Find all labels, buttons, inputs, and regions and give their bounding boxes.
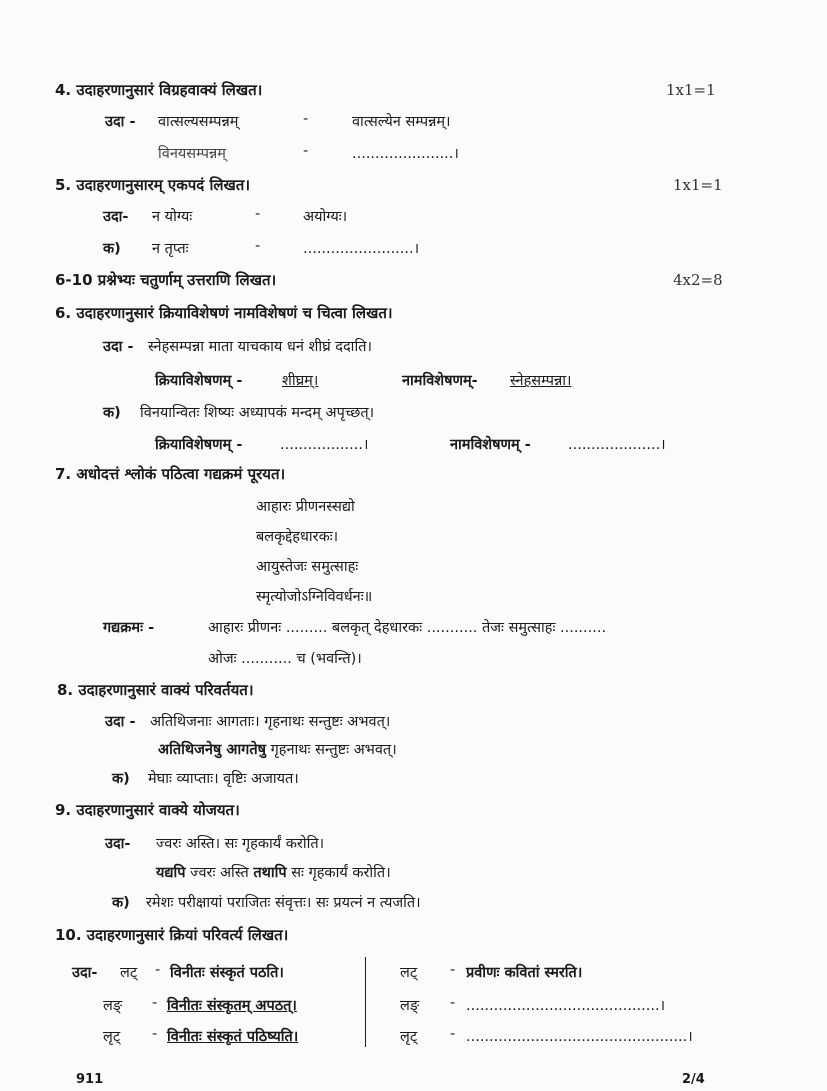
q4-example-label: उदा - [105, 114, 136, 130]
q8-example-sentence: अतिथिजनाः आगताः। गृहनाथः सन्तुष्टः अभवत्। [150, 714, 391, 730]
q9-title: 9. उदाहरणानुसारं वाक्ये योजयत। [55, 801, 240, 819]
q9-question-label: क) [112, 895, 130, 911]
q8-example-answer-rest: गृहनाथः सन्तुष्टः अभवत्। [270, 742, 397, 758]
q9-example-part-2: सः गृहकार्यं करोति। [291, 865, 391, 881]
q4-example-word: वात्सल्यसम्पन्नम् [158, 114, 239, 130]
q7-prose-label: गद्यक्रमः - [103, 620, 155, 636]
q10-title: 10. उदाहरणानुसारं क्रियां परिवर्त्य लिखत। [55, 926, 289, 944]
q7-verse-line-3: आयुस्तेजः समुत्साहः [256, 559, 359, 575]
q5-example-answer: अयोग्यः। [303, 209, 348, 225]
q6-title: 6. उदाहरणानुसारं क्रियाविशेषणं नामविशेषणं च चित्वा लिखत। [55, 304, 393, 322]
q4-marks: 1x1=1 [666, 81, 716, 99]
q7-verse-line-1: आहारः प्रीणनस्सद्यो [256, 499, 355, 515]
q6-kv-label: क्रियाविशेषणम् - [155, 373, 243, 389]
q5-dash-2: - [255, 238, 261, 254]
q7-prose-line-2: ओजः ........... च (भवन्ति)। [208, 651, 362, 667]
section-marks: 4x2=8 [673, 271, 723, 289]
q9-example-answer [156, 862, 391, 882]
q5-example-word: न योग्यः [152, 209, 193, 225]
q5-blank: ........................। [303, 241, 420, 257]
q6-question-label: क) [103, 405, 121, 421]
q6-kv-label-2: क्रियाविशेषणम् - [155, 437, 243, 453]
q10-row-2-right-lakara: लङ् [400, 998, 420, 1014]
q9-example-part-1: ज्वरः अस्ति [190, 865, 249, 881]
q8-example-answer [158, 739, 397, 759]
q6-kv-blank: ..................। [280, 437, 369, 453]
q10-row-1-lakara: लट् [120, 965, 138, 981]
q9-yadyapi: यद्यपि [156, 865, 186, 881]
q10-row-3-dash: - [152, 1026, 158, 1042]
q4-question-word: विनयसम्पन्नम् [158, 146, 226, 162]
section-title: 6-10 प्रश्नेभ्यः चतुर्णाम् उत्तराणि लिखत। [55, 271, 277, 289]
q6-example-sentence: स्नेहसम्पन्ना माता याचकाय धनं शीघ्रं ददाति। [148, 339, 372, 355]
q5-example-label: उदा- [103, 209, 129, 225]
q5-title: 5. उदाहरणानुसारम् एकपदं लिखत। [55, 176, 251, 194]
q7-verse-line-2: बलकृद्देहधारकः। [256, 529, 339, 545]
q9-question-sentence: रमेशः परीक्षायां पराजितः संवृत्तः। सः प्रयत्नं न त्यजति। [146, 895, 421, 911]
q5-dash: - [255, 206, 261, 222]
q8-example-answer-bold: अतिथिजनेषु आगतेषु [158, 742, 266, 758]
q9-example-label: उदा- [105, 836, 131, 852]
q4-dash: - [303, 111, 309, 127]
q10-row-1-right-lakara: लट् [400, 965, 418, 981]
q10-row-2-left: विनीतः संस्कृतम् अपठत्। [167, 998, 297, 1014]
q10-example-label: उदा- [72, 965, 98, 981]
q9-tathapi: तथापि [253, 865, 287, 881]
q8-example-label: उदा - [105, 714, 136, 730]
q10-row-3-right-lakara: लृट् [400, 1029, 418, 1045]
q10-row-1-left: विनीतः संस्कृतं पठति। [170, 965, 284, 981]
q6-nv-blank: ....................। [568, 437, 666, 453]
q10-row-3-lakara: लृट् [103, 1029, 121, 1045]
footer-page-number: 2/4 [682, 1072, 705, 1087]
q10-row-1-right: प्रवीणः कवितां स्मरति। [466, 965, 583, 981]
q8-question-label: क) [112, 771, 130, 787]
q4-example-answer: वात्सल्येन सम्पन्नम्। [352, 114, 451, 130]
q10-row-3-right-dash: - [450, 1026, 456, 1042]
q6-example-label: उदा - [103, 339, 134, 355]
footer-code: 911 [76, 1072, 104, 1087]
q6-nv-label: नामविशेषणम्- [402, 373, 478, 389]
q7-prose-line-1: आहारः प्रीणनः ......... बलकृत् देहधारकः ........... तेजः समुत्साहः .......... [208, 620, 607, 636]
q6-nv-answer: स्नेहसम्पन्ना। [510, 373, 572, 389]
q10-row-1-right-dash: - [450, 962, 456, 978]
q4-dash-2: - [303, 143, 309, 159]
q4-title: 4. उदाहरणानुसारं विग्रहवाक्यं लिखत। [55, 81, 263, 99]
q10-row-3-right: ................................................। [466, 1029, 693, 1045]
q10-row-3-left: विनीतः संस्कृतं पठिष्यति। [167, 1029, 299, 1045]
q5-question-label: क) [103, 241, 121, 257]
q6-question-sentence: विनयान्वितः शिष्यः अध्यापकं मन्दम् अपृच्छत्। [140, 405, 375, 421]
q8-title: 8. उदाहरणानुसारं वाक्यं परिवर्तयत। [57, 681, 254, 699]
q6-nv-label-2: नामविशेषणम् - [450, 437, 531, 453]
q4-blank: ......................। [352, 146, 459, 162]
q10-divider [365, 957, 366, 1047]
q5-marks: 1x1=1 [673, 176, 723, 194]
q5-question-word: न तृप्तः [152, 241, 189, 257]
q10-row-1-dash: - [155, 962, 161, 978]
q10-row-2-right-dash: - [450, 995, 456, 1011]
q7-verse-line-4: स्मृत्योजोऽग्निविवर्धनः॥ [256, 589, 373, 605]
q6-kv-answer: शीघ्रम्। [282, 373, 319, 389]
q10-row-2-lakara: लङ् [103, 998, 123, 1014]
q8-question-sentence: मेघाः व्याप्ताः। वृष्टिः अजायत। [148, 771, 299, 787]
q9-example-sentence: ज्वरः अस्ति। सः गृहकार्यं करोति। [156, 836, 325, 852]
q10-row-2-dash: - [152, 995, 158, 1011]
q10-row-2-right: ..........................................। [466, 998, 666, 1014]
q7-title: 7. अधोदत्तं श्लोकं पठित्वा गद्यक्रमं पूरयत। [55, 465, 286, 483]
